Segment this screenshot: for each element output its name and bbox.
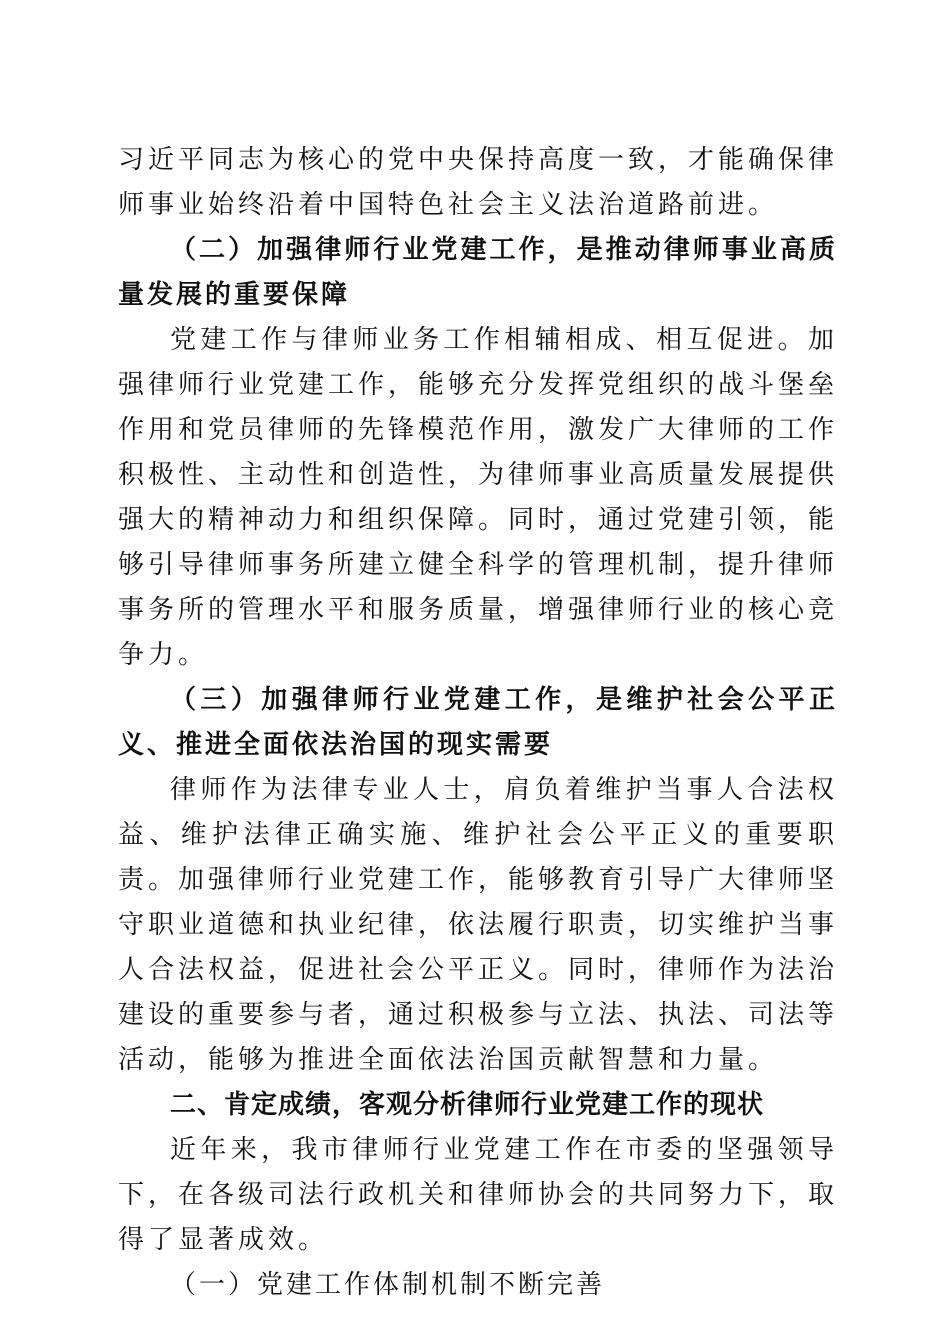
subheading-3: （三）加强律师行业党建工作，是维护社会公平正义、推进全面依法治国的现实需要 xyxy=(118,685,838,760)
paragraph-continuation: 习近平同志为核心的党中央保持高度一致，才能确保律师事业始终沿着中国特色社会主义法治道路前进。 xyxy=(118,145,839,220)
subheading-section-2-1: （一）党建工作体制机制不断完善 xyxy=(170,1270,606,1300)
paragraph-body-3: 律师作为法律专业人士，肩负着维护当事人合法权益、维护法律正确实施、维护社会公平正义的重要职责。加强律师行业党建工作，能够教育引导广大律师坚守职业道德和执业纪律，依法履行职责，切实维护当事人合法权益，促进社会公平正义。同时，律师作为法治建设的重要参与者，通过积极参与立法、执法、司法等活动，能够为推进全面依法治国贡献智慧和力量。 xyxy=(118,775,839,1075)
subheading-2: （二）加强律师行业党建工作，是推动律师事业高质量发展的重要保障 xyxy=(118,235,838,310)
paragraph-body-2: 党建工作与律师业务工作相辅相成、相互促进。加强律师行业党建工作，能够充分发挥党组织的战斗堡垒作用和党员律师的先锋模范作用，激发广大律师的工作积极性、主动性和创造性，为律师事业高质量发展提供强大的精神动力和组织保障。同时，通过党建引领，能够引导律师事务所建立健全科学的管理机制，提升律师事务所的管理水平和服务质量，增强律师行业的核心竞争力。 xyxy=(118,325,839,670)
section-heading-2: 二、肯定成绩，客观分析律师行业党建工作的现状 xyxy=(170,1090,765,1120)
document-page xyxy=(118,138,838,1308)
paragraph-section-2-intro: 近年来，我市律师行业党建工作在市委的坚强领导下，在各级司法行政机关和律师协会的共同努力下，取得了显著成效。 xyxy=(118,1135,839,1255)
